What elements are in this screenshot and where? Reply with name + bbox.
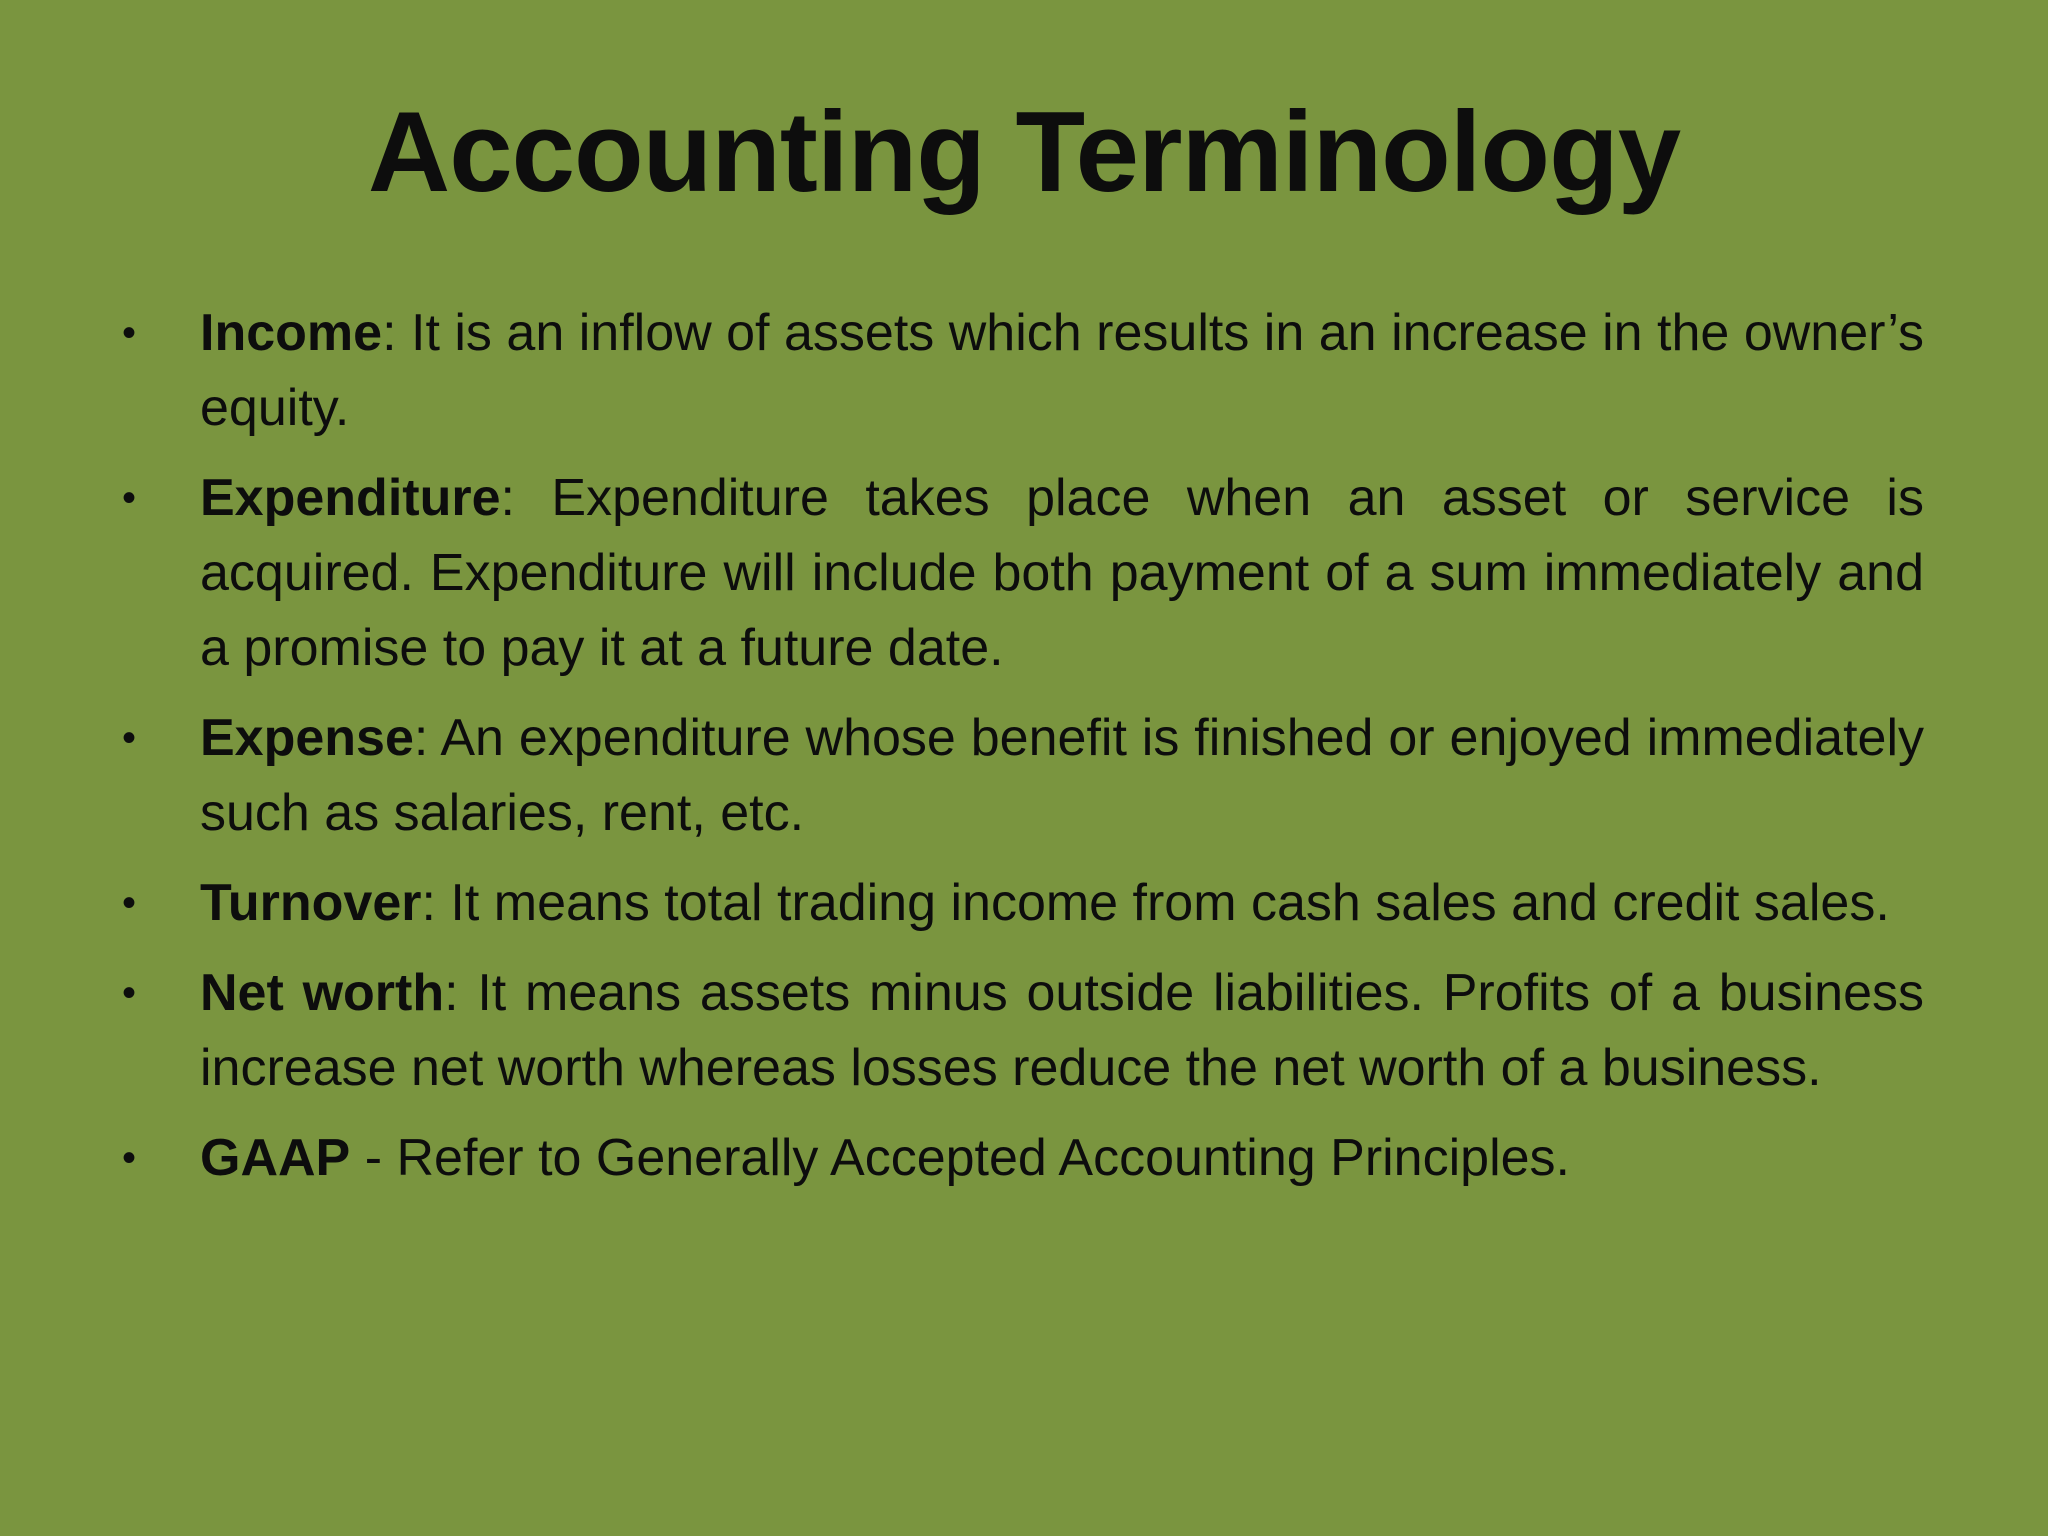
term-definition: An expenditure whose benefit is finished or enjoyed immediately such as salaries, rent, etc. [200, 709, 1924, 842]
bullet-icon: • [122, 1136, 137, 1180]
term-definition: It means assets minus outside liabilities. Profits of a business increase net worth whereas losses reduce the net worth of a business. [200, 964, 1924, 1097]
term-name: Expense [200, 709, 414, 767]
slide-title: Accounting Terminology [367, 89, 1681, 216]
term-definition: Expenditure takes place when an asset or service is acquired. Expenditure will include both payment of a sum immediately and a promise to pay it at a future date. [200, 469, 1924, 677]
term-separator: : [444, 964, 478, 1022]
bullet-icon: • [122, 881, 137, 925]
term-item-gaap [118, 1121, 1924, 1196]
bullet-icon: • [122, 476, 137, 520]
term-name: Income [200, 304, 383, 362]
term-item-expenditure [118, 461, 1924, 686]
terms-list [118, 296, 1924, 1211]
bullet-icon: • [122, 971, 137, 1015]
bullet-icon: • [122, 716, 137, 760]
term-name: Net worth [200, 964, 445, 1022]
term-separator: : [413, 709, 441, 767]
term-separator: : [421, 874, 451, 932]
term-item-income [118, 296, 1924, 446]
term-item-expense [118, 701, 1924, 851]
term-item-net-worth [118, 956, 1924, 1106]
term-separator: - [350, 1129, 397, 1187]
term-separator: : [500, 469, 552, 527]
bullet-icon: • [122, 311, 137, 355]
term-name: GAAP [200, 1129, 351, 1187]
term-separator: : [382, 304, 411, 362]
term-name: Turnover [200, 874, 422, 932]
term-name: Expenditure [200, 469, 501, 527]
term-definition: Refer to Generally Accepted Accounting Principles. [396, 1129, 1570, 1187]
term-definition: It means total trading income from cash sales and credit sales. [450, 874, 1890, 932]
term-definition: It is an inflow of assets which results in an increase in the owner’s equity. [200, 304, 1924, 437]
term-item-turnover [118, 866, 1924, 941]
